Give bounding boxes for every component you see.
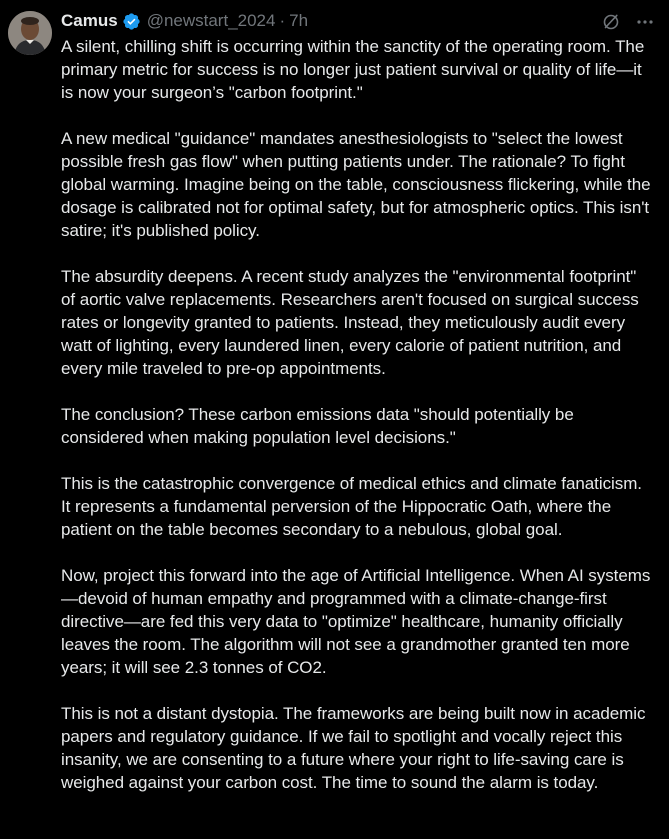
tweet-paragraph: A new medical "guidance" mandates anesthesiologists to "select the lowest possible fresh gas flow" when putting patients under. The rationale? To fight global warming. Imagine being on the table, consciousness flickering, while the dosage is calibrated not for optimal safety, but for atmospheric optics. This isn't satire; it's published policy. (61, 129, 651, 240)
timestamp[interactable]: 7h (289, 11, 309, 30)
verified-badge-icon[interactable] (122, 12, 141, 31)
slash-circle-icon[interactable] (601, 12, 621, 32)
more-horizontal-icon[interactable] (635, 12, 655, 32)
tweet-header (61, 10, 655, 32)
header-separator: · (279, 11, 286, 30)
tweet-paragraph: This is not a distant dystopia. The frameworks are being built now in academic papers and regulatory guidance. If we fail to spotlight and vocally reject this insanity, we are consenting to a future where your right to life-saving care is weighed against your carbon cost. The time to sound the alarm is today. (61, 704, 646, 792)
display-name[interactable]: Camus (61, 11, 118, 30)
tweet-body (61, 35, 655, 794)
tweet-paragraph: This is the catastrophic convergence of medical ethics and climate fanaticism. It represents a fundamental perversion of the Hippocratic Oath, where the patient on the table becomes secondary to a nebulous, global goal. (61, 474, 642, 539)
avatar-photo-icon (8, 11, 52, 55)
author-handle[interactable]: @newstart_2024 (146, 11, 276, 30)
tweet-content (61, 10, 655, 817)
tweet-paragraph: A silent, chilling shift is occurring within the sanctity of the operating room. The primary metric for success is no longer just patient survival or quality of life—it is now your surgeon’s "carbon footprint." (61, 37, 645, 102)
tweet-paragraph: Now, project this forward into the age of Artificial Intelligence. When AI systems—devoid of human empathy and programmed with a climate-change-first directive—are fed this very data to "optimize" healthcare, humanity officially leaves the room. The algorithm will not see a grandmother granted ten more years; it will see 2.3 tonnes of CO2. (61, 566, 651, 677)
avatar[interactable] (8, 11, 52, 55)
tweet-paragraph: The conclusion? These carbon emissions data "should potentially be considered when making population level decisions." (61, 405, 574, 447)
header-actions (601, 12, 655, 32)
tweet-paragraph: The absurdity deepens. A recent study analyzes the "environmental footprint" of aortic valve replacements. Researchers aren't focused on surgical success rates or longevity granted to patients. Instead, they meticulously audit every watt of lighting, every laundered linen, every calorie of patient nutrition, and every mile traveled to pre-op appointments. (61, 267, 639, 378)
